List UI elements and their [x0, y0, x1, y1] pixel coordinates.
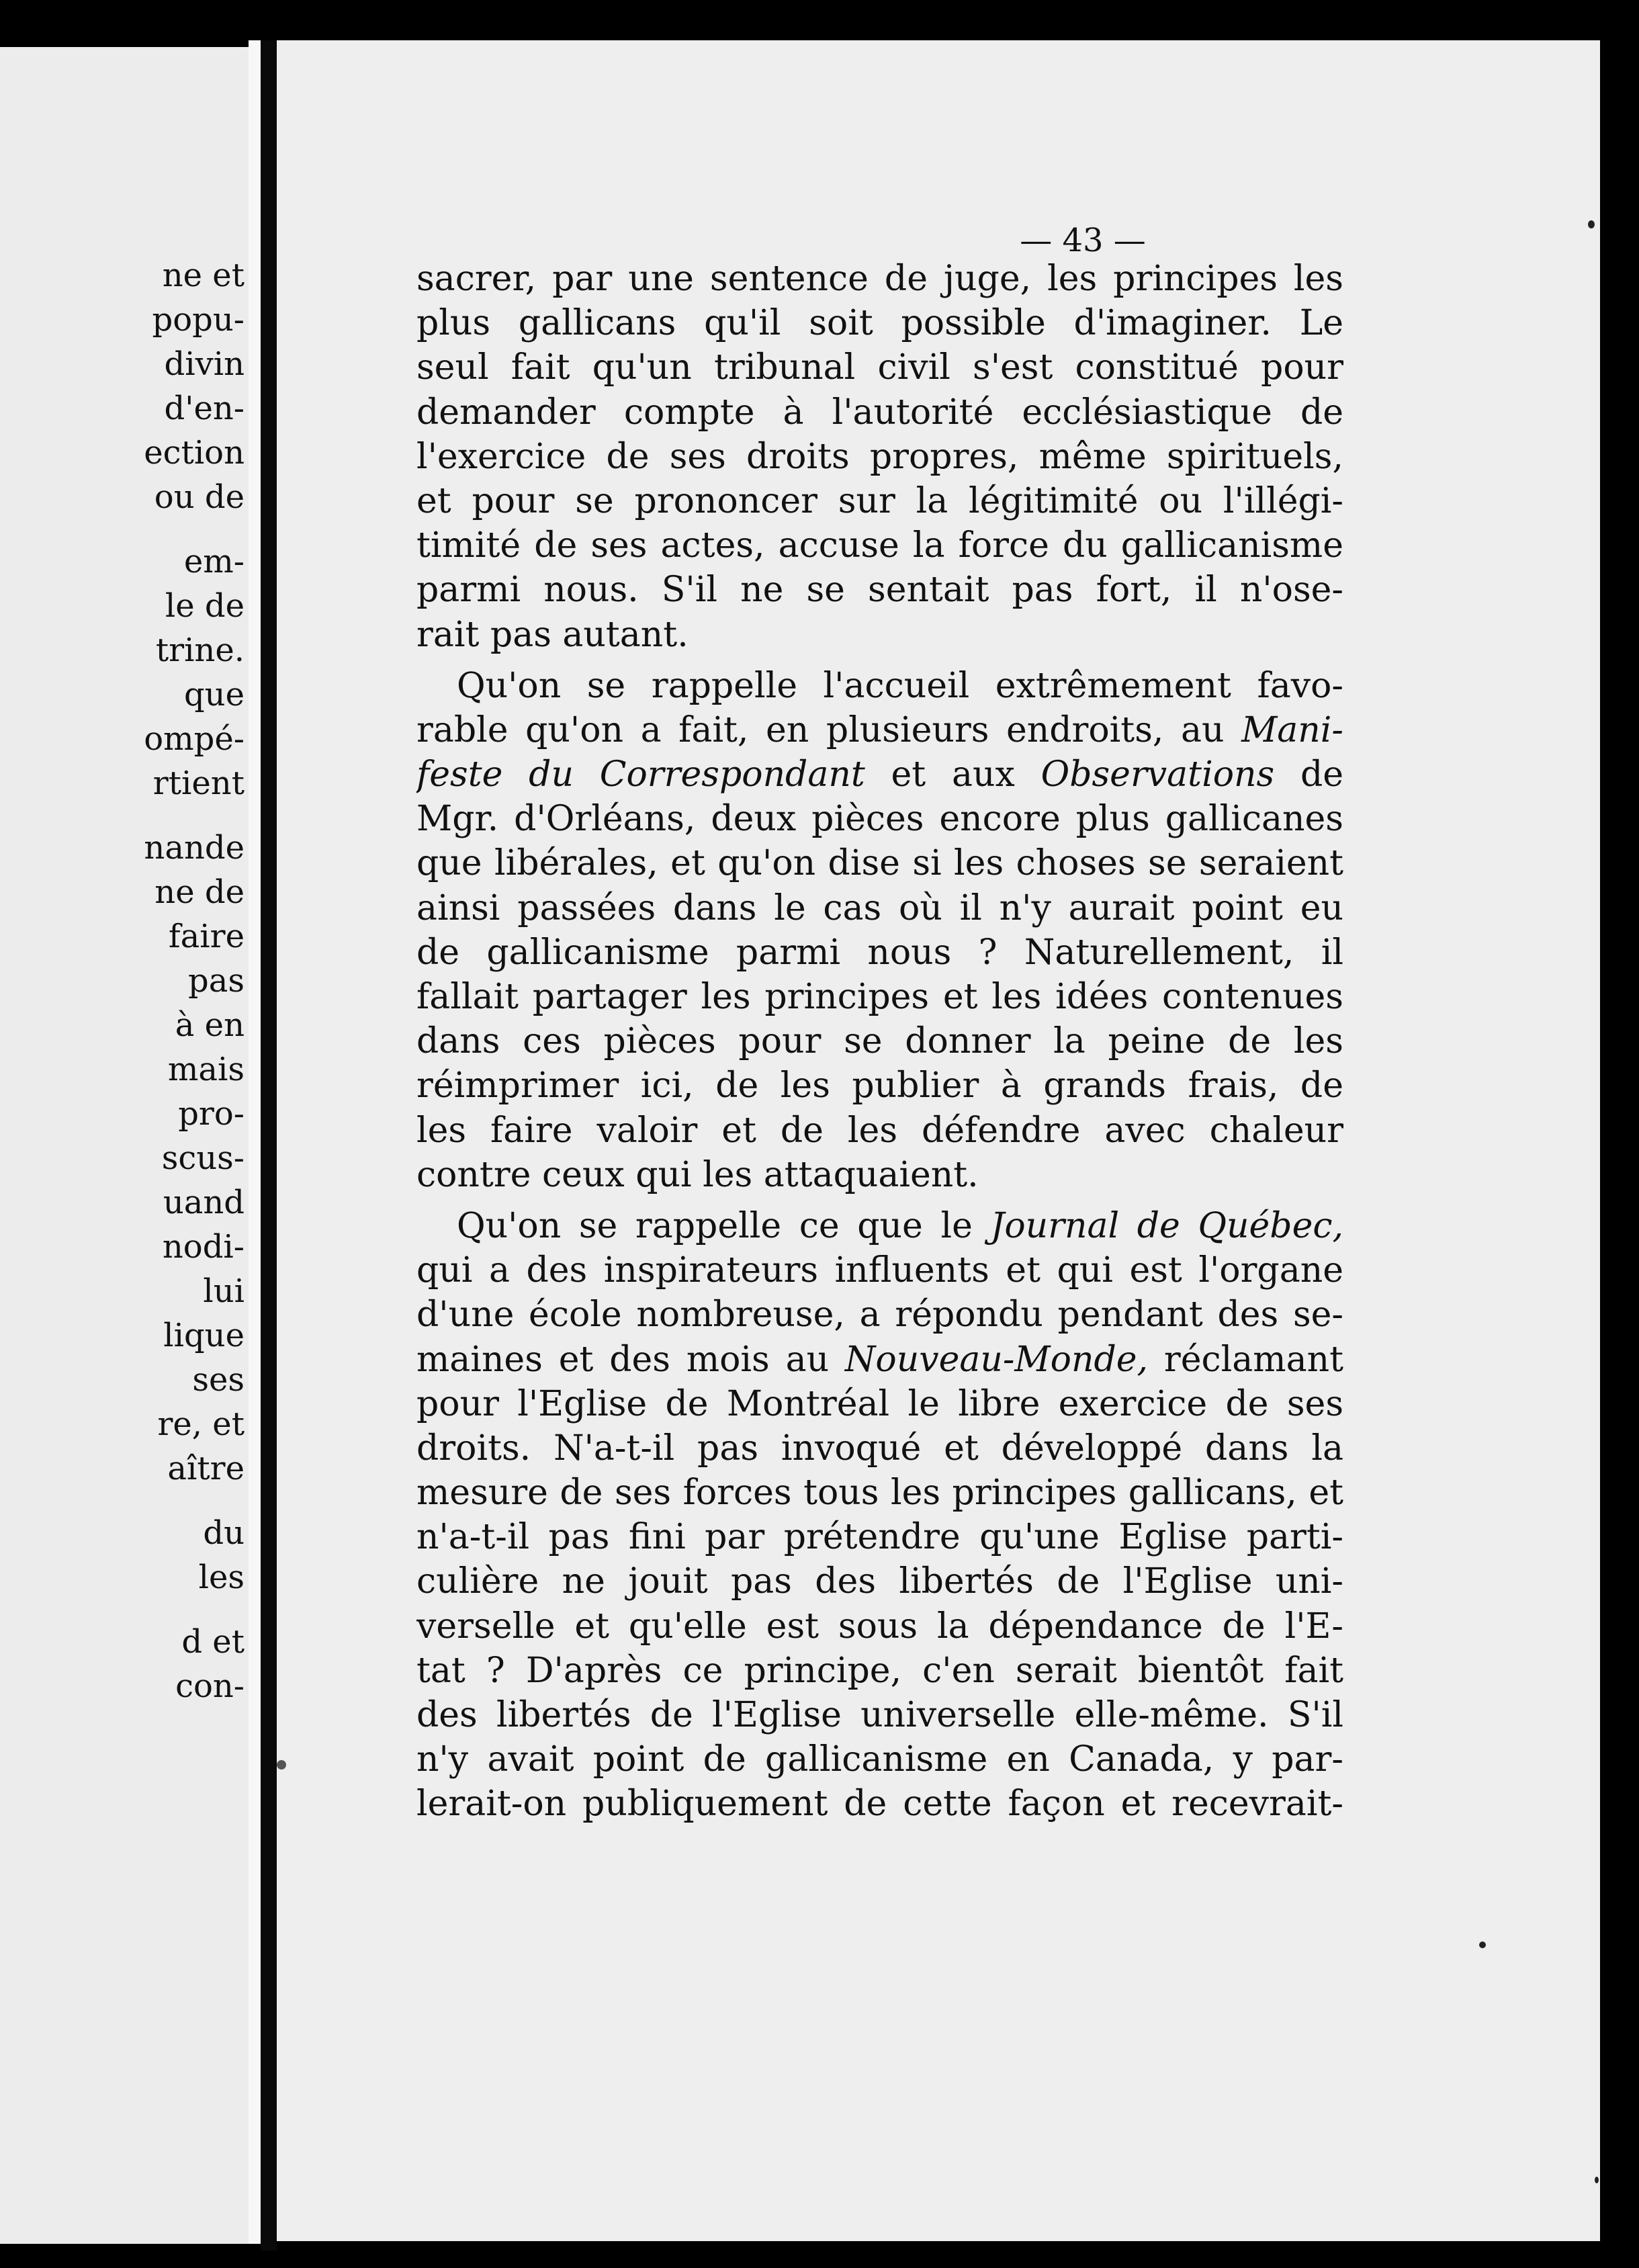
left-page-fragment: nande — [144, 829, 245, 867]
left-page-fragment: du — [203, 1514, 245, 1552]
left-page-fragment: scus- — [161, 1139, 245, 1177]
left-facing-page — [0, 47, 249, 2244]
italic-title: Journal de Québec, — [990, 1205, 1343, 1246]
left-page-fragment: ou de — [154, 478, 245, 516]
left-page-fragment: lique — [163, 1317, 245, 1354]
left-page-fragment: mais — [167, 1051, 245, 1088]
left-page-fragment: pas — [188, 962, 245, 1000]
text-line: réimprimer ici, de les publier à grands frais, de — [416, 1065, 1343, 1106]
left-page-fragment: pro- — [178, 1095, 245, 1133]
paragraph-3 — [416, 1204, 1343, 1827]
text-line: lerait-on publiquement de cette façon et recevrait- — [416, 1784, 1343, 1825]
text-line: qui a des inspirateurs influents et qui est l'organe — [416, 1250, 1343, 1291]
left-page-fragment: uand — [163, 1184, 245, 1221]
text-line: les faire valoir et de les défendre avec chaleur — [416, 1110, 1343, 1151]
speck — [1595, 2177, 1599, 2183]
text-line: contre ceux qui les attaquaient. — [416, 1154, 979, 1195]
text-line: timité de ses actes, accuse la force du gallicanisme — [416, 525, 1343, 566]
book-gutter — [261, 40, 277, 2251]
text-line: Qu'on se rappelle l'accueil extrêmement favo- — [457, 665, 1343, 706]
main-text-block — [416, 257, 1343, 1827]
text-line: culière ne jouit pas des libertés de l'Eglise uni- — [416, 1561, 1343, 1602]
text-line: que libérales, et qu'on dise si les choses se seraient — [416, 843, 1343, 884]
left-page-fragment: aître — [167, 1450, 245, 1487]
text-line: maines et des mois au Nouveau-Monde, réclamant — [416, 1339, 1343, 1380]
speck — [1588, 220, 1595, 228]
text-line: droits. N'a-t-il pas invoqué et développé dans la — [416, 1428, 1343, 1469]
paragraph-2 — [416, 664, 1343, 1197]
left-page-fragment: lui — [203, 1272, 245, 1310]
page-number: — 43 — — [1020, 222, 1146, 259]
text-line: dans ces pièces pour se donner la peine de les — [416, 1021, 1343, 1062]
text-line: n'y avait point de gallicanisme en Canada, y par- — [416, 1739, 1343, 1780]
left-page-fragment: ompé- — [144, 720, 245, 758]
left-page-fragment: le de — [165, 587, 245, 625]
paragraph-1 — [416, 257, 1343, 657]
text-line: tat ? D'après ce principe, c'en serait bientôt fait — [416, 1650, 1343, 1691]
text-line: Qu'on se rappelle ce que le Journal de Québec, — [457, 1205, 1343, 1246]
left-page-fragment: con- — [175, 1667, 245, 1705]
left-page-fragment: faire — [168, 918, 245, 955]
left-page-fragment: re, et — [157, 1405, 245, 1443]
left-page-edge — [249, 40, 261, 2244]
text-line: et pour se prononcer sur la légitimité ou l'illégi- — [416, 480, 1343, 521]
left-page-fragment: ses — [192, 1361, 245, 1399]
text-line: des libertés de l'Eglise universelle elle-même. S'il — [416, 1695, 1343, 1735]
left-page-fragment: à en — [175, 1006, 245, 1044]
text-line: rable qu'on a fait, en plusieurs endroits, au Mani- — [416, 709, 1343, 750]
text-line: ainsi passées dans le cas où il n'y aurait point eu — [416, 887, 1343, 928]
text-line: sacrer, par une sentence de juge, les principes les — [416, 259, 1343, 299]
left-page-fragment: d et — [181, 1623, 245, 1661]
text-line: l'exercice de ses droits propres, même spirituels, — [416, 436, 1343, 477]
text-line: pour l'Eglise de Montréal le libre exercice de ses — [416, 1383, 1343, 1424]
speck — [277, 1760, 286, 1770]
left-page-fragment: trine. — [155, 631, 245, 669]
left-page-fragment: popu- — [152, 301, 245, 339]
italic-title: du Correspondant — [529, 754, 865, 795]
text-line: parmi nous. S'il ne se sentait pas fort, il n'ose- — [416, 570, 1343, 611]
left-page-fragment: divin — [164, 345, 245, 383]
text-line: verselle et qu'elle est sous la dépendance de l'E- — [416, 1606, 1343, 1647]
left-page-fragment: nodi- — [162, 1228, 245, 1266]
text-line: fallait partager les principes et les idées contenues — [416, 977, 1343, 1017]
left-page-fragment: que — [183, 676, 245, 713]
left-page-fragment: ne et — [162, 257, 245, 294]
left-page-fragment: em- — [183, 543, 245, 580]
text-line: rait pas autant. — [416, 614, 689, 655]
text-line: d'une école nombreuse, a répondu pendant des se- — [416, 1295, 1343, 1336]
italic-title: Nouveau-Monde, — [844, 1339, 1149, 1380]
left-page-fragment: les — [198, 1559, 245, 1596]
text-line: seul fait qu'un tribunal civil s'est constitué pour — [416, 347, 1343, 388]
text-line: Mgr. d'Orléans, deux pièces encore plus gallicanes — [416, 799, 1343, 840]
italic-title: Observations — [1040, 754, 1275, 795]
text-line: plus gallicans qu'il soit possible d'imaginer. Le — [416, 303, 1343, 344]
text-line: feste du Correspondant et aux Observations de — [416, 754, 1343, 795]
text-line: n'a-t-il pas fini par prétendre qu'une Eglise parti- — [416, 1517, 1343, 1558]
text-line: mesure de ses forces tous les principes gallicans, et — [416, 1473, 1343, 1514]
text-line: de gallicanisme parmi nous ? Naturellement, il — [416, 932, 1343, 973]
speck — [1479, 1942, 1486, 1948]
italic-title: Mani- — [1241, 709, 1343, 750]
left-page-fragment: rtient — [152, 765, 245, 802]
left-page-fragment: ne de — [154, 873, 245, 911]
left-page-fragment: d'en- — [164, 390, 245, 427]
left-page-fragment: ection — [144, 434, 245, 472]
text-line: demander compte à l'autorité ecclésiastique de — [416, 392, 1343, 433]
